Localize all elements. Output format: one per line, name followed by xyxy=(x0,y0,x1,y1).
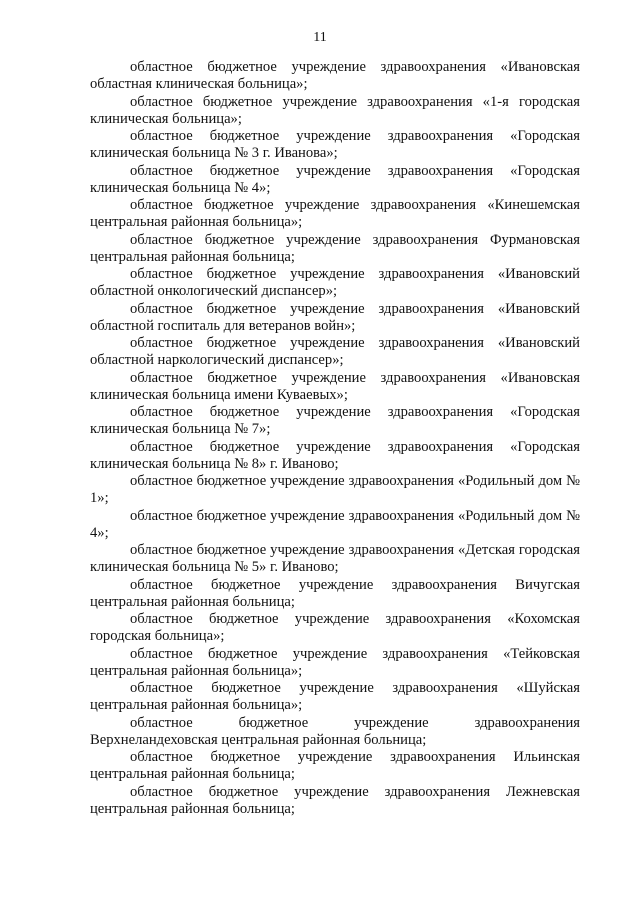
list-item: областное бюджетное учреждение здравоохранения «Городская клиническая больница № 8» г. Иваново; xyxy=(90,438,580,472)
page-number: 11 xyxy=(313,30,327,45)
list-item: областное бюджетное учреждение здравоохранения «Кохомская городская больница»; xyxy=(90,611,580,645)
list-item: областное бюджетное учреждение здравоохранения «Городская клиническая больница № 4»; xyxy=(90,162,580,196)
list-item: областное бюджетное учреждение здравоохранения Фурмановская центральная районная больница; xyxy=(90,231,580,265)
list-item: областное бюджетное учреждение здравоохранения «Ивановская областная клиническая больница»; xyxy=(90,59,580,93)
list-item: областное бюджетное учреждение здравоохранения «Городская клиническая больница № 3 г. Иванова»; xyxy=(90,128,580,162)
list-item: областное бюджетное учреждение здравоохранения «Тейковская центральная районная больница»; xyxy=(90,645,580,679)
list-item: областное бюджетное учреждение здравоохранения Вичугская центральная районная больница; xyxy=(90,576,580,610)
list-item: областное бюджетное учреждение здравоохранения «Шуйская центральная районная больница»; xyxy=(90,680,580,714)
list-item: областное бюджетное учреждение здравоохранения «Родильный дом № 1»; xyxy=(90,473,580,507)
list-item: областное бюджетное учреждение здравоохранения «1-я городская клиническая больница»; xyxy=(90,93,580,127)
list-item: областное бюджетное учреждение здравоохранения «Ивановский областной госпиталь для ветеранов войн»; xyxy=(90,300,580,334)
list-item: областное бюджетное учреждение здравоохранения «Детская городская клиническая больница № 5» г. Иваново; xyxy=(90,542,580,576)
list-item: областное бюджетное учреждение здравоохранения Ильинская центральная районная больница; xyxy=(90,749,580,783)
list-item: областное бюджетное учреждение здравоохранения Верхнеландеховская центральная районная больница; xyxy=(90,714,580,748)
list-item: областное бюджетное учреждение здравоохранения «Городская клиническая больница № 7»; xyxy=(90,404,580,438)
list-item: областное бюджетное учреждение здравоохранения «Ивановский областной наркологический диспансер»; xyxy=(90,335,580,369)
list-item: областное бюджетное учреждение здравоохранения «Ивановская клиническая больница имени Куваевых»; xyxy=(90,369,580,403)
list-item: областное бюджетное учреждение здравоохранения «Кинешемская центральная районная больница»; xyxy=(90,197,580,231)
list-item: областное бюджетное учреждение здравоохранения «Ивановский областной онкологический диспансер»; xyxy=(90,266,580,300)
document-body xyxy=(90,59,580,818)
list-item: областное бюджетное учреждение здравоохранения Лежневская центральная районная больница; xyxy=(90,783,580,817)
list-item: областное бюджетное учреждение здравоохранения «Родильный дом № 4»; xyxy=(90,507,580,541)
